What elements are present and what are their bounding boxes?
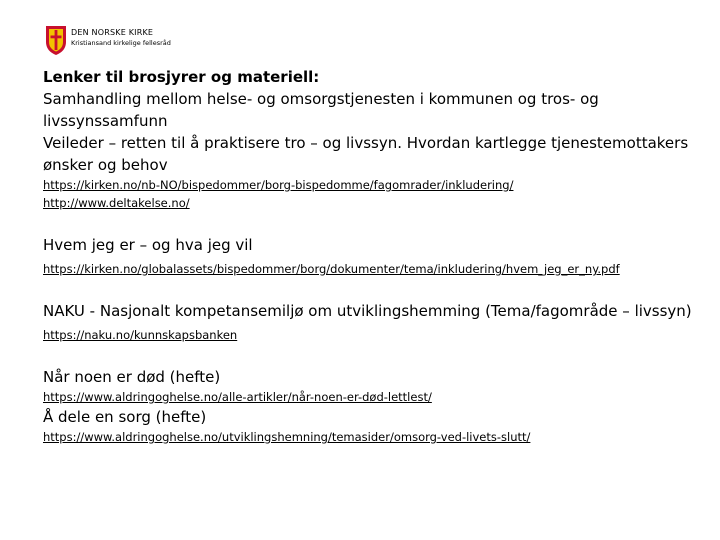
doc-title-naku: NAKU - Nasjonalt kompetansemiljø om utviklingshemming (Tema/fagområde – livssyn)	[43, 302, 692, 320]
link-dele-en-sorg[interactable]: https://www.aldringoghelse.no/utviklingshemning/temasider/omsorg-ved-livets-slutt/	[43, 430, 531, 444]
link-deltakelse[interactable]: http://www.deltakelse.no/	[43, 196, 190, 210]
link-hvem-jeg-er-pdf[interactable]: https://kirken.no/globalassets/bispedommer/borg/dokumenter/tema/inkludering/hvem_jeg_er_ny.pdf	[43, 262, 620, 276]
org-name: DEN NORSKE KIRKE	[71, 28, 154, 37]
doc-title-samhandling: Samhandling mellom helse- og omsorgstjenesten i kommunen og tros- og livssynssamfunn	[43, 90, 599, 130]
org-subtitle: Kristiansand kirkelige fellesråd	[71, 39, 171, 47]
link-nar-noen-er-dod[interactable]: https://www.aldringoghelse.no/alle-artikler/når-noen-er-død-lettlest/	[43, 390, 432, 404]
church-cross-shield-icon	[45, 24, 67, 56]
doc-title-dele-en-sorg: Å dele en sorg (hefte)	[43, 408, 207, 426]
link-naku[interactable]: https://naku.no/kunnskapsbanken	[43, 328, 238, 342]
doc-title-nar-noen-er-dod: Når noen er død (hefte)	[43, 368, 221, 386]
page-title: Lenker til brosjyrer og materiell:	[43, 68, 320, 86]
link-list	[43, 66, 693, 446]
doc-title-hvem-jeg-er: Hvem jeg er – og hva jeg vil	[43, 236, 253, 254]
doc-title-veileder: Veileder – retten til å praktisere tro – og livssyn. Hvordan kartlegge tjenestemottakers ønsker og behov	[43, 134, 689, 174]
header	[45, 24, 171, 56]
link-kirken-inkludering[interactable]: https://kirken.no/nb-NO/bispedommer/borg-bispedomme/fagomrader/inkludering/	[43, 178, 514, 192]
